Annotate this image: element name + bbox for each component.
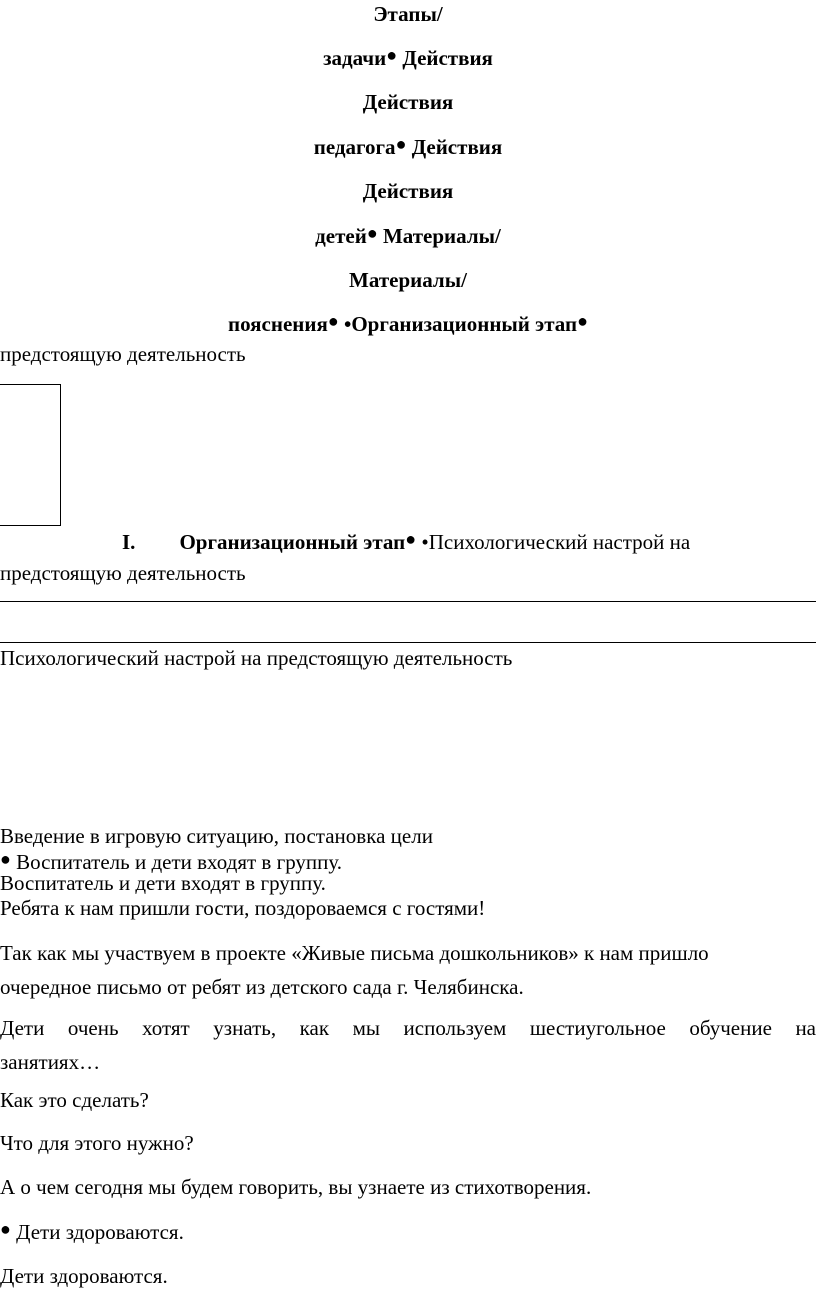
header-materials: Материалы/ xyxy=(349,268,467,292)
header-actions-2: Действия xyxy=(362,179,454,203)
poem-intro-text: А о чем сегодня мы будем говорить, вы узнаете из стихотворения. xyxy=(0,1175,592,1199)
bullet-icon: ● xyxy=(366,223,378,243)
empty-cell-box xyxy=(0,384,61,526)
plain-line: Воспитатель и дети входят в группу. xyxy=(0,871,326,895)
header-stages: Этапы/ xyxy=(373,2,443,26)
header-explanations: пояснения● •Организационный этап● xyxy=(227,311,589,336)
bullet-icon: ● xyxy=(395,134,407,154)
bullet-item: ● Дети здороваются. xyxy=(0,1219,184,1244)
divider xyxy=(0,601,816,602)
paragraph-hexagon: Дети очень хотят узнать, как мы используем шестиугольное обучение на занятиях… xyxy=(0,1016,816,1074)
bullet-icon: ● xyxy=(0,1219,11,1239)
plain-line: Дети здороваются. xyxy=(0,1264,168,1288)
question-text: Как это сделать? xyxy=(0,1088,149,1112)
intro-text: Введение в игровую ситуацию, постановка цели xyxy=(0,824,433,848)
psych-note: Психологический настрой на предстоящую деятельность xyxy=(0,646,513,670)
stage-heading: I. Организационный этап● •Психологический настрой на xyxy=(122,529,691,554)
header-tasks-actions: задачи● Действия xyxy=(323,45,493,70)
bullet-icon: ● xyxy=(386,45,398,65)
header-children-materials: детей● Материалы/ xyxy=(315,223,501,248)
fragment-text: предстоящую деятельность xyxy=(0,342,246,366)
bullet-icon: ● xyxy=(405,529,417,549)
bullet-icon: ● xyxy=(577,311,589,331)
bullet-icon: ● xyxy=(0,849,11,869)
greeting-text: Ребята к нам пришли гости, поздороваемся с гостями! xyxy=(0,896,486,920)
header-teacher-actions: педагога● Действия xyxy=(313,134,503,159)
question-text: Что для этого нужно? xyxy=(0,1131,194,1155)
stage-continuation: предстоящую деятельность xyxy=(0,561,246,585)
bullet-icon: ● xyxy=(327,311,339,331)
bullet-item: ● Воспитатель и дети входят в группу. xyxy=(0,849,343,874)
paragraph-project: Так как мы участвуем в проекте «Живые письма дошкольников» к нам пришло очередное письмо от ребят из детского сада г. Челябинска. xyxy=(0,941,709,999)
header-actions: Действия xyxy=(362,90,454,114)
divider xyxy=(0,642,816,643)
